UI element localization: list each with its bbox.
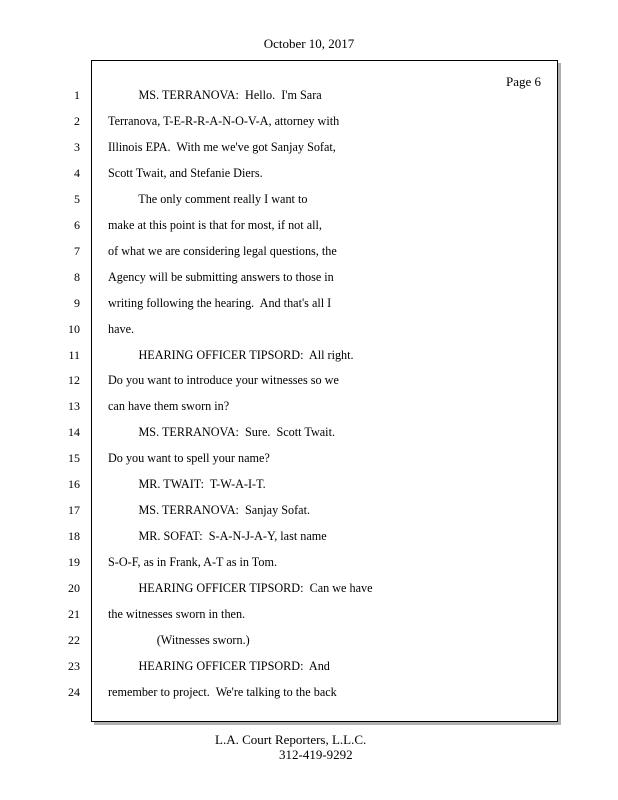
line-number: 13 [68,399,80,414]
line-number: 11 [68,347,80,362]
line-number: 6 [74,217,80,232]
footer-phone: 312-419-9292 [279,747,353,762]
transcript-line: S-O-F, as in Frank, A-T as in Tom. [108,555,278,570]
transcript-line: have. [108,321,135,336]
transcript-line: Agency will be submitting answers to those in [108,269,334,284]
transcript-line: make at this point is that for most, if not all, [108,217,322,232]
line-number: 18 [68,529,80,544]
transcript-line: MS. TERRANOVA: Hello. I'm Sara [108,88,322,102]
line-number: 20 [68,581,80,596]
line-number: 1 [74,88,80,102]
transcript-line: MS. TERRANOVA: Sanjay Sofat. [108,503,311,518]
line-number: 2 [74,113,80,128]
transcript-line: MR. TWAIT: T-W-A-I-T. [108,477,266,492]
transcript-line: MS. TERRANOVA: Sure. Scott Twait. [108,425,336,440]
footer-company: L.A. Court Reporters, L.L.C. [215,732,367,747]
transcript-line: can have them sworn in? [108,399,230,414]
line-number: 7 [74,243,80,258]
line-number: 12 [68,373,80,388]
transcript-line: The only comment really I want to [108,191,308,206]
transcript-line: writing following the hearing. And that's all I [108,295,332,310]
transcript-line: Do you want to spell your name? [108,451,270,466]
line-number: 8 [74,269,80,284]
transcript-line: HEARING OFFICER TIPSORD: Can we have [108,581,373,596]
line-number: 24 [68,684,80,699]
line-number: 10 [68,321,80,336]
transcript-line: of what we are considering legal questions, the [108,243,337,258]
transcript-line: HEARING OFFICER TIPSORD: All right. [108,347,354,362]
line-number: 21 [68,607,80,621]
line-number: 17 [68,503,80,518]
line-number: 4 [74,165,80,180]
transcript-line: (Witnesses sworn.) [108,632,250,647]
page-box [91,60,558,722]
transcript-line: MR. SOFAT: S-A-N-J-A-Y, last name [108,529,327,544]
line-number: 16 [68,477,80,492]
line-number: 15 [68,451,80,466]
line-number: 3 [74,139,80,154]
transcript-line: the witnesses sworn in then. [108,607,246,621]
line-number: 23 [68,658,80,673]
page-number: Page 6 [505,74,541,89]
transcript-line: HEARING OFFICER TIPSORD: And [108,658,330,673]
line-number: 14 [68,425,80,440]
transcript-line: Do you want to introduce your witnesses so we [108,373,339,388]
header-date: October 10, 2017 [263,36,355,51]
transcript-line: Illinois EPA. With me we've got Sanjay Sofat, [108,139,336,154]
transcript-line: Terranova, T-E-R-R-A-N-O-V-A, attorney with [108,113,340,128]
line-number: 9 [74,295,80,310]
transcript-line: remember to project. We're talking to the back [108,684,337,699]
transcript-line: Scott Twait, and Stefanie Diers. [108,165,263,180]
line-number: 22 [68,632,80,647]
line-number: 5 [74,191,80,206]
line-number: 19 [68,555,80,570]
